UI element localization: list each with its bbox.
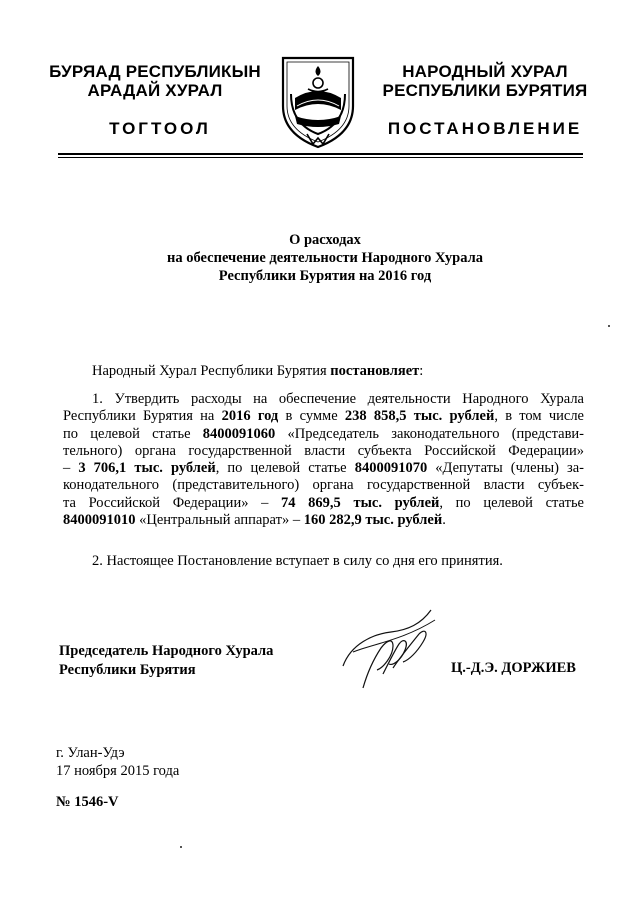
para1-text: «Депутаты (члены) за- — [427, 460, 584, 477]
document-number: № 1546-V — [56, 794, 119, 810]
paragraph-2: 2. Настоящее Постановление вступает в силу со дня его принятия. — [92, 553, 503, 569]
header-right-line-2: РЕСПУБЛИКИ БУРЯТИЯ — [382, 81, 588, 100]
para1-text: , по целевой статье — [215, 460, 355, 477]
header-divider-thick — [58, 153, 583, 155]
para1-text: «Центральный аппарат» – — [135, 512, 304, 529]
para1-text: , в том числе — [494, 408, 584, 425]
para1-text: та Российской Федерации» – — [63, 494, 282, 511]
preamble-bold: постановляет — [330, 363, 420, 379]
para1-text: «Председатель законодательного (представи- — [275, 425, 585, 442]
header-right-kind: ПОСТАНОВЛЕНИЕ — [387, 119, 583, 138]
city: г. Улан-Удэ — [56, 745, 125, 761]
signer-title — [59, 642, 273, 680]
title-line-1: О расходах — [289, 232, 361, 248]
para1-text: . — [442, 512, 446, 529]
header-left-line-1: БУРЯАД РЕСПУБЛИКЫН — [49, 62, 261, 81]
header-right-block — [370, 62, 600, 100]
para1-code: 8400091060 — [202, 425, 276, 442]
preamble — [92, 363, 552, 380]
para1-line-8 — [63, 512, 584, 529]
para1-text: , по целевой статье — [439, 494, 584, 511]
para1-line-5 — [63, 460, 584, 477]
para1-year: 2016 год — [221, 408, 279, 425]
document-title — [120, 231, 530, 285]
para1-total-amount: 238 858,5 тыс. рублей — [344, 408, 495, 425]
para1-amount: 160 282,9 тыс. рублей — [303, 512, 443, 529]
preamble-text: Народный Хурал Республики Бурятия — [92, 363, 331, 379]
para1-code: 8400091010 — [63, 512, 136, 529]
signer-title-line-2: Республики Бурятия — [59, 662, 196, 678]
para1-line-3 — [63, 426, 584, 443]
header-left-block — [40, 62, 270, 100]
coat-of-arms-icon — [277, 54, 359, 150]
para1-amount: 3 706,1 тыс. рублей — [78, 460, 216, 477]
header-divider-thin — [58, 157, 583, 158]
header-left-kind: ТОГТООЛ — [109, 119, 211, 138]
para1-text: в сумме — [278, 408, 345, 425]
para1-code: 8400091070 — [354, 460, 428, 477]
scan-speck — [608, 325, 610, 327]
title-line-3: Республики Бурятия на 2016 год — [218, 268, 432, 284]
title-line-2: на обеспечение деятельности Народного Хурала — [167, 250, 483, 266]
para1-line-7 — [63, 495, 584, 512]
para1-amount: 74 869,5 тыс. рублей — [281, 494, 440, 511]
header-left-line-2: АРАДАЙ ХУРАЛ — [87, 81, 223, 100]
para1-line-6: конодательного (представительного) органа государственной власти субъек- — [63, 477, 584, 494]
para1-text: по целевой статье — [63, 425, 203, 442]
handwritten-signature — [333, 604, 443, 690]
place-date-block — [56, 744, 179, 780]
header-right-line-1: НАРОДНЫЙ ХУРАЛ — [402, 62, 568, 81]
para1-line-1: 1. Утвердить расходы на обеспечение деятельности Народного Хурала — [92, 391, 584, 407]
para1-line-2 — [63, 408, 584, 425]
para1-text: – — [63, 460, 79, 477]
para1-line-4: тельного) органа государственной власти субъекта Российской Федерации» — [63, 442, 584, 459]
para1-text: Республики Бурятия на — [63, 408, 222, 425]
date: 17 ноября 2015 года — [56, 763, 180, 779]
signer-title-line-1: Председатель Народного Хурала — [59, 643, 274, 659]
scan-speck — [180, 846, 182, 848]
paragraph-1 — [63, 391, 584, 529]
signer-name: Ц.-Д.Э. ДОРЖИЕВ — [451, 660, 576, 676]
preamble-end: : — [419, 363, 424, 379]
